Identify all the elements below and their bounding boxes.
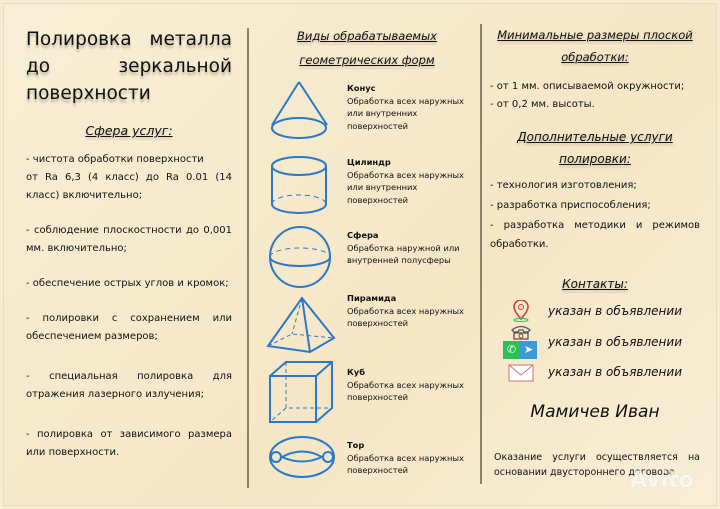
contact-email: указан в объявлении — [548, 365, 682, 379]
heading-line: обработки: — [561, 50, 629, 64]
divider-left — [247, 28, 249, 488]
cone-icon — [268, 80, 338, 144]
footer-note: Оказание услуги осуществляется на основании двустороннего договора — [494, 452, 700, 478]
min-size-heading — [490, 24, 700, 68]
shape-cylinder — [347, 156, 472, 206]
shape-desc: Обработка наружной или внутренней полусферы — [347, 242, 460, 265]
whatsapp-icon: ✆ — [503, 341, 520, 359]
services-heading: Сфера услуг: — [85, 123, 173, 138]
service-item: - чистота обработки поверхности — [26, 154, 204, 165]
right-column — [490, 24, 700, 504]
extra-item: - разработка приспособления; — [490, 200, 651, 211]
shape-desc: Обработка всех наружных поверхностей — [347, 379, 464, 402]
heading-line: Минимальные размеры плоской — [497, 28, 693, 42]
shapes-heading-line: геометрических форм — [299, 53, 435, 67]
shape-name: Конус — [347, 83, 376, 93]
messenger-icons — [503, 341, 537, 359]
shapes-heading-line: Виды обрабатываемых — [297, 29, 437, 43]
shape-desc: Обработка всех наружных или внутренних поверхностей — [347, 95, 464, 131]
location-icon — [512, 300, 530, 322]
shape-cone — [347, 82, 472, 132]
flyer-page — [3, 3, 717, 506]
contacts-heading: Контакты: — [562, 277, 628, 291]
shape-sphere — [347, 229, 472, 267]
page-title: Полировка металла до зеркальной поверхности — [26, 29, 232, 104]
shape-desc: Обработка всех наружных поверхностей — [347, 452, 464, 475]
service-item: - полировка от зависимого размера или поверхности. — [26, 429, 232, 458]
shape-desc: Обработка всех наружных или внутренних поверхностей — [347, 169, 464, 205]
service-item: - специальная полировка для отражения лазерного излучения; — [26, 371, 232, 400]
contact-address: указан в объявлении — [548, 304, 682, 318]
shape-cube — [347, 366, 472, 404]
service-item: от Ra 6,3 (4 класс) до Ra 0.01 (14 класс) включительно; — [26, 172, 232, 201]
heading-line: Дополнительные услуги — [517, 130, 673, 144]
middle-column — [262, 24, 472, 494]
contact-name: Мамичев Иван — [530, 402, 660, 422]
extra-item: - технология изготовления; — [490, 180, 637, 191]
torus-icon — [268, 434, 338, 482]
shape-pyramid — [347, 292, 472, 330]
service-item: - соблюдение плоскостности до 0,001 мм. включительно; — [26, 225, 232, 254]
shape-name: Тор — [347, 440, 365, 450]
shape-name: Цилиндр — [347, 157, 391, 167]
shape-name: Куб — [347, 367, 365, 377]
phone-icon — [510, 324, 532, 340]
cube-icon — [268, 360, 338, 426]
service-item: - полировки с сохранением или обеспечением размеров; — [26, 313, 232, 342]
shape-name: Пирамида — [347, 293, 397, 303]
shape-name: Сфера — [347, 230, 379, 240]
sphere-icon — [268, 224, 338, 290]
telegram-icon: ➤ — [520, 341, 537, 359]
cylinder-icon — [268, 155, 338, 217]
contact-phone: указан в объявлении — [548, 335, 682, 349]
pyramid-icon — [266, 296, 336, 356]
avito-watermark: Avito — [630, 468, 694, 493]
extra-heading — [490, 126, 700, 170]
divider-right — [480, 24, 482, 484]
shapes-heading — [262, 24, 472, 72]
min-item: - от 1 мм. описываемой окружности; — [490, 81, 685, 92]
shape-desc: Обработка всех наружных поверхностей — [347, 305, 464, 328]
service-item: - обеспечение острых углов и кромок; — [26, 278, 229, 289]
min-item: - от 0,2 мм. высоты. — [490, 99, 595, 110]
heading-line: полировки: — [559, 152, 631, 166]
email-icon — [508, 364, 534, 382]
left-column — [26, 26, 232, 462]
shape-torus — [347, 439, 472, 477]
extra-item: - разработка методики и режимов обработки. — [490, 220, 700, 250]
